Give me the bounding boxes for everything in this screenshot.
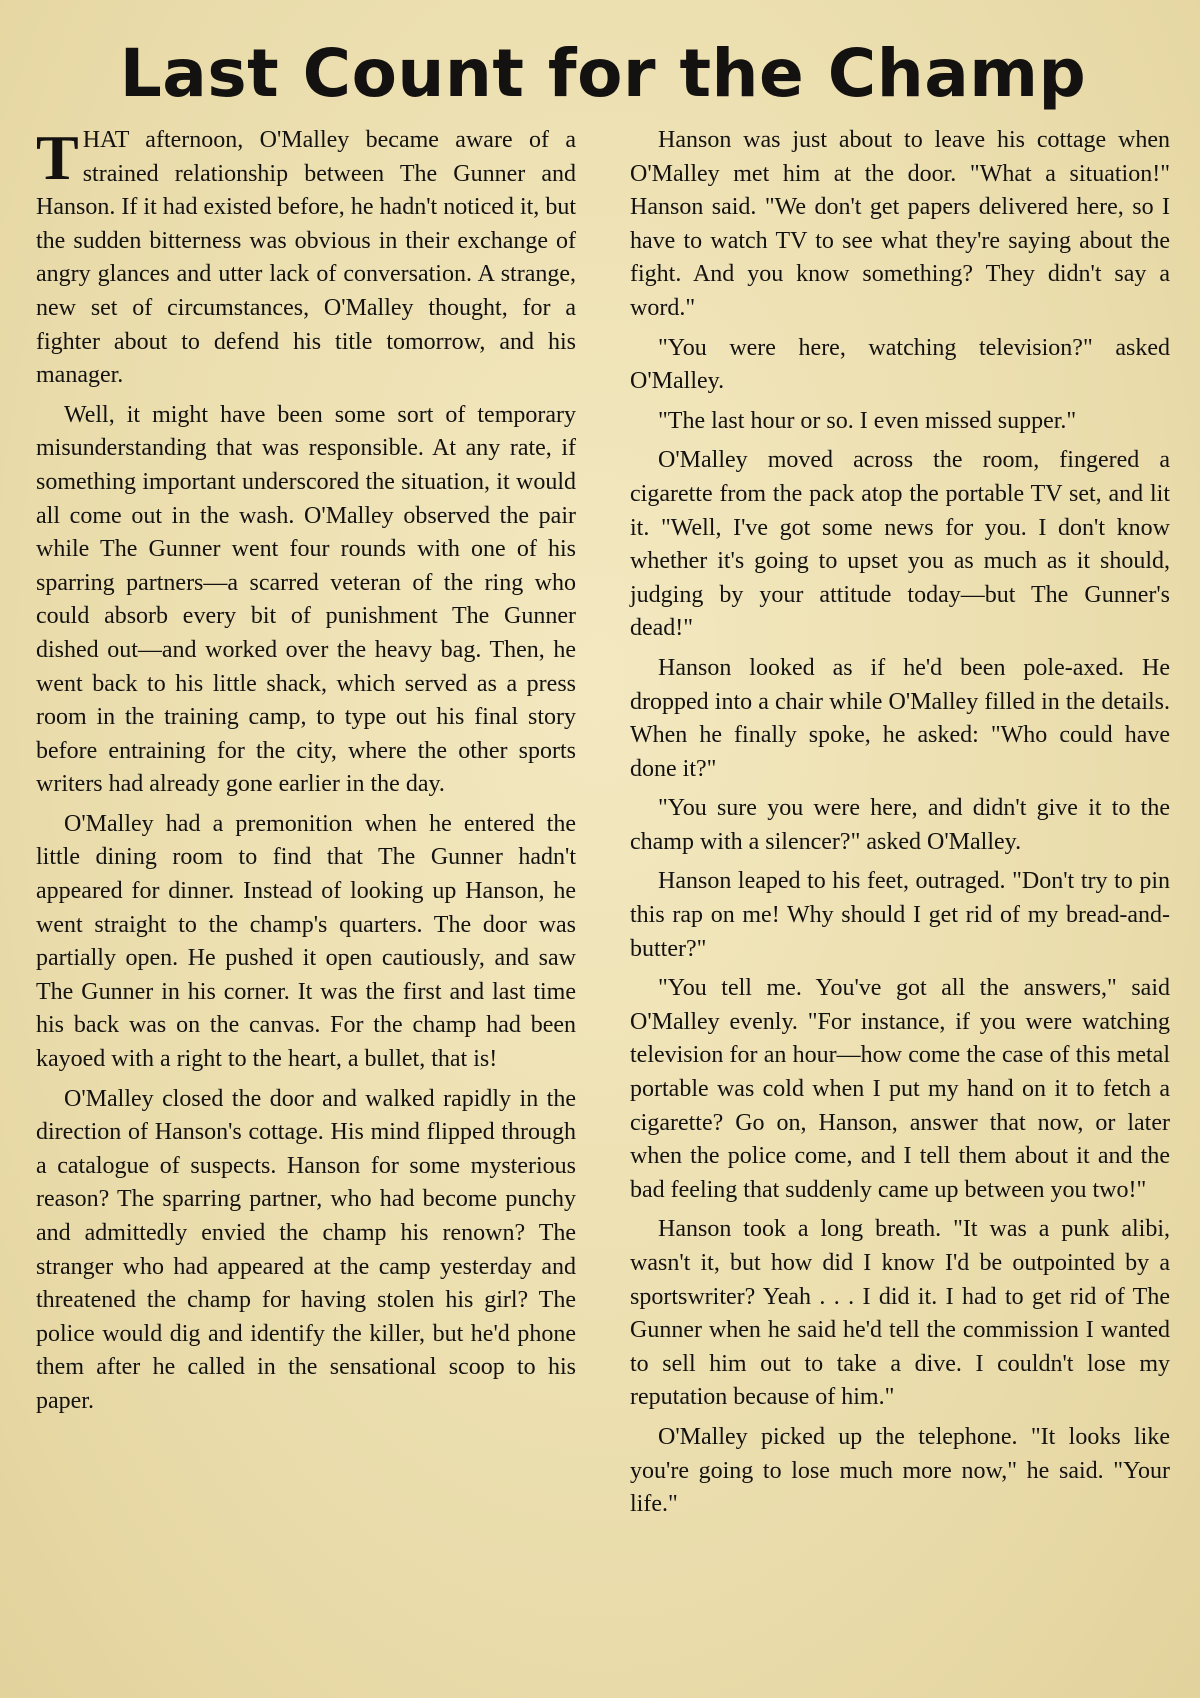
drop-cap: T (36, 122, 79, 193)
paragraph-text: HAT afternoon, O'Malley became aware of a strained relationship between The Gunner and Hanson. If it had existed before, he hadn't noticed it, but the sudden bitterness was obvious in their exchange of angry glances and utter lack of conversation. A strange, new set of circumstances, O'Malley thought, for a fighter about to defend his title tomorrow, and his manager. (36, 127, 576, 389)
paragraph: O'Malley moved across the room, fingered a cigarette from the pack atop the portable TV set, and lit it. "Well, I've got some news for you. I don't know whether it's going to upset you as much as it should, judging by your attitude today—but The Gunner's dead!" (630, 447, 1170, 642)
paragraph: O'Malley closed the door and walked rapidly in the direction of Hanson's cottage. His mind flipped through a catalogue of suspects. Hanson for some mysterious reason? The sparring partner, who had become punchy and admittedly envied the champ his renown? The stranger who had appeared at the camp yesterday and threatened the champ for having stolen his girl? The police would dig and identify the killer, but he'd phone them after he called in the sensational scoop to his paper. (36, 1085, 576, 1414)
paragraph: "The last hour or so. I even missed supper." (658, 407, 1077, 434)
paragraph: Hanson was just about to leave his cottage when O'Malley met him at the door. "What a situation!" Hanson said. "We don't get papers delivered here, so I have to watch TV to see what they're saying about the fight. And you know something? They didn't say a word." (630, 127, 1170, 321)
paragraph: O'Malley picked up the telephone. "It looks like you're going to lose much more now," he said. "Your life." (630, 1423, 1170, 1518)
paragraph: "You were here, watching television?" asked O'Malley. (630, 334, 1170, 395)
paragraph: "You tell me. You've got all the answers," said O'Malley evenly. "For instance, if you were watching television for an hour—how come the case of this metal portable was cold when I put my hand on it to fetch a cigarette? Go on, Hanson, answer that now, or later when the police come, and I tell them about it and the bad feeling that suddenly came up between you two!" (630, 975, 1170, 1203)
paragraph: Hanson took a long breath. "It was a punk alibi, wasn't it, but how did I know I'd be outpointed by a sportswriter? Yeah . . . I did it. I had to get rid of The Gunner when he said he'd tell the commission I wanted to sell him out to take a dive. I couldn't lose my reputation because of him." (630, 1216, 1170, 1411)
paragraph: "You sure you were here, and didn't give it to the champ with a silencer?" asked O'Malley. (630, 795, 1170, 855)
paragraph (36, 124, 576, 393)
paragraph: Hanson leaped to his feet, outraged. "Don't try to pin this rap on me! Why should I get rid of my bread-and-butter?" (630, 868, 1170, 962)
right-column (630, 124, 1170, 1528)
left-column (36, 124, 576, 1528)
paragraph: Hanson looked as if he'd been pole-axed. He dropped into a chair while O'Malley filled in the details. When he finally spoke, he asked: "Who could have done it?" (630, 654, 1170, 782)
paragraph: O'Malley had a premonition when he entered the little dining room to find that The Gunner hadn't appeared for dinner. Instead of looking up Hanson, he went straight to the champ's quarters. The door was partially open. He pushed it open cautiously, and saw The Gunner in his corner. It was the first and last time his back was on the canvas. For the champ had been kayoed with a right to the heart, a bullet, that is! (36, 810, 576, 1073)
story-page (36, 28, 1170, 1678)
paragraph: Well, it might have been some sort of temporary misunderstanding that was responsible. At any rate, if something important underscored the situation, it would all come out in the wash. O'Malley observed the pair while The Gunner went four rounds with one of his sparring partners—a scarred veteran of the ring who could absorb every bit of punishment The Gunner dished out—and worked over the heavy bag. Then, he went back to his little shack, which served as a press room in the training camp, to type out his final story before entraining for the city, where the other sports writers had already gone earlier in the day. (36, 401, 576, 798)
story-columns (36, 124, 1170, 1528)
story-title: Last Count for the Champ (119, 35, 1087, 112)
